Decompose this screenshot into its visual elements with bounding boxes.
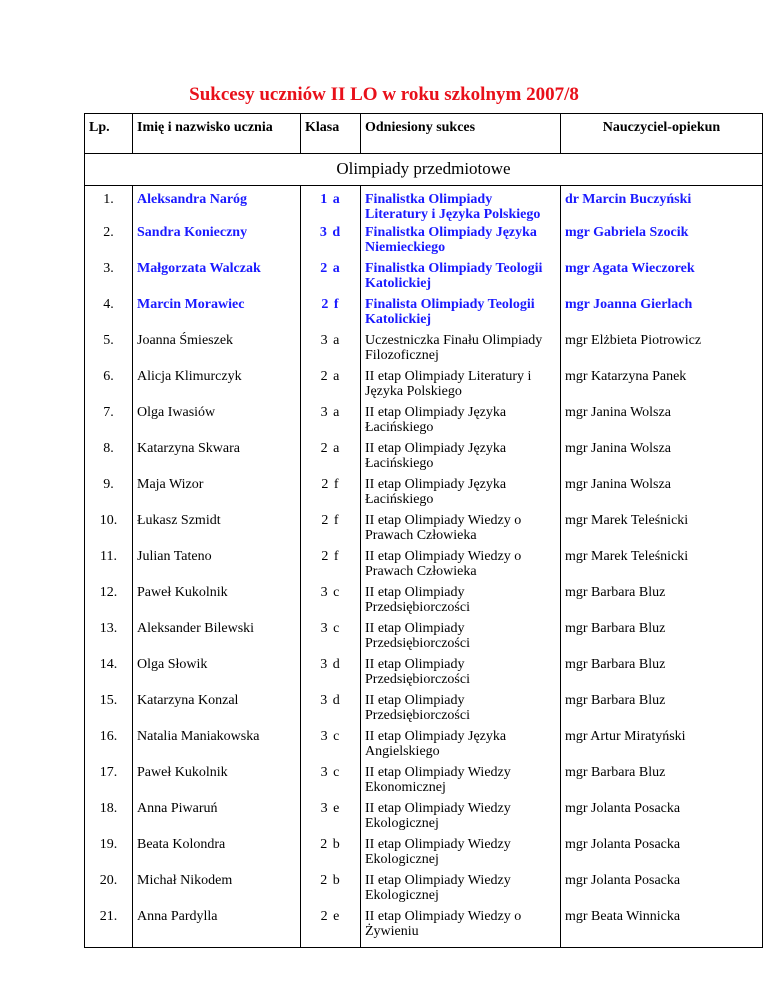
cell-name: Paweł Kukolnik bbox=[133, 762, 301, 798]
cell-sukces: II etap Olimpiady Języka Angielskiego bbox=[361, 726, 561, 762]
cell-nauczyciel: mgr Jolanta Posacka bbox=[561, 870, 763, 906]
cell-lp: 5. bbox=[85, 330, 133, 366]
header-klasa: Klasa bbox=[301, 114, 361, 154]
cell-name: Anna Piwaruń bbox=[133, 798, 301, 834]
cell-sukces: II etap Olimpiady Wiedzy Ekologicznej bbox=[361, 870, 561, 906]
cell-klasa: 3 d bbox=[301, 222, 361, 258]
cell-klasa: 3 c bbox=[301, 726, 361, 762]
cell-nauczyciel: mgr Joanna Gierlach bbox=[561, 294, 763, 330]
cell-name: Michał Nikodem bbox=[133, 870, 301, 906]
cell-sukces: II etap Olimpiady Języka Łacińskiego bbox=[361, 474, 561, 510]
table-row bbox=[85, 582, 763, 618]
cell-nauczyciel: mgr Jolanta Posacka bbox=[561, 798, 763, 834]
cell-name: Łukasz Szmidt bbox=[133, 510, 301, 546]
table-row bbox=[85, 762, 763, 798]
cell-nauczyciel: mgr Janina Wolsza bbox=[561, 474, 763, 510]
cell-nauczyciel: mgr Katarzyna Panek bbox=[561, 366, 763, 402]
table-row bbox=[85, 546, 763, 582]
cell-nauczyciel: mgr Janina Wolsza bbox=[561, 438, 763, 474]
table-row bbox=[85, 438, 763, 474]
cell-nauczyciel: mgr Beata Winnicka bbox=[561, 906, 763, 948]
section-title: Olimpiady przedmiotowe bbox=[85, 154, 763, 186]
cell-klasa: 2 f bbox=[301, 510, 361, 546]
cell-nauczyciel: mgr Barbara Bluz bbox=[561, 618, 763, 654]
cell-name: Katarzyna Skwara bbox=[133, 438, 301, 474]
cell-nauczyciel: mgr Elżbieta Piotrowicz bbox=[561, 330, 763, 366]
cell-nauczyciel: mgr Gabriela Szocik bbox=[561, 222, 763, 258]
table-row bbox=[85, 510, 763, 546]
cell-sukces: II etap Olimpiady Języka Łacińskiego bbox=[361, 402, 561, 438]
cell-sukces: II etap Olimpiady Literatury i Języka Polskiego bbox=[361, 366, 561, 402]
cell-name: Marcin Morawiec bbox=[133, 294, 301, 330]
cell-lp: 1. bbox=[85, 186, 133, 223]
cell-klasa: 2 f bbox=[301, 294, 361, 330]
cell-klasa: 3 d bbox=[301, 654, 361, 690]
header-lp: Lp. bbox=[85, 114, 133, 154]
cell-sukces: II etap Olimpiady Przedsiębiorczości bbox=[361, 582, 561, 618]
cell-sukces: II etap Olimpiady Wiedzy o Prawach Człowieka bbox=[361, 546, 561, 582]
cell-nauczyciel: mgr Agata Wieczorek bbox=[561, 258, 763, 294]
cell-sukces: Finalistka Olimpiady Języka Niemieckiego bbox=[361, 222, 561, 258]
cell-nauczyciel: mgr Jolanta Posacka bbox=[561, 834, 763, 870]
cell-nauczyciel: mgr Barbara Bluz bbox=[561, 690, 763, 726]
cell-name: Małgorzata Walczak bbox=[133, 258, 301, 294]
cell-sukces: II etap Olimpiady Wiedzy o Żywieniu bbox=[361, 906, 561, 948]
cell-name: Sandra Konieczny bbox=[133, 222, 301, 258]
table-row bbox=[85, 186, 763, 223]
table-body bbox=[85, 186, 763, 948]
cell-lp: 9. bbox=[85, 474, 133, 510]
cell-lp: 21. bbox=[85, 906, 133, 948]
cell-lp: 10. bbox=[85, 510, 133, 546]
cell-klasa: 2 a bbox=[301, 366, 361, 402]
header-nauczyciel: Nauczyciel-opiekun bbox=[561, 114, 763, 154]
table-row bbox=[85, 834, 763, 870]
cell-lp: 13. bbox=[85, 618, 133, 654]
cell-nauczyciel: mgr Barbara Bluz bbox=[561, 582, 763, 618]
cell-lp: 2. bbox=[85, 222, 133, 258]
cell-lp: 4. bbox=[85, 294, 133, 330]
cell-lp: 12. bbox=[85, 582, 133, 618]
cell-sukces: II etap Olimpiady Przedsiębiorczości bbox=[361, 654, 561, 690]
cell-sukces: II etap Olimpiady Wiedzy Ekologicznej bbox=[361, 798, 561, 834]
table-row bbox=[85, 798, 763, 834]
cell-lp: 20. bbox=[85, 870, 133, 906]
cell-klasa: 3 a bbox=[301, 330, 361, 366]
cell-nauczyciel: mgr Artur Miratyński bbox=[561, 726, 763, 762]
cell-lp: 3. bbox=[85, 258, 133, 294]
cell-klasa: 2 f bbox=[301, 474, 361, 510]
cell-klasa: 3 c bbox=[301, 582, 361, 618]
cell-lp: 11. bbox=[85, 546, 133, 582]
cell-name: Aleksandra Naróg bbox=[133, 186, 301, 223]
cell-lp: 18. bbox=[85, 798, 133, 834]
cell-lp: 17. bbox=[85, 762, 133, 798]
table-row bbox=[85, 906, 763, 948]
cell-klasa: 2 e bbox=[301, 906, 361, 948]
cell-lp: 16. bbox=[85, 726, 133, 762]
cell-klasa: 2 f bbox=[301, 546, 361, 582]
cell-klasa: 2 a bbox=[301, 258, 361, 294]
cell-sukces: II etap Olimpiady Wiedzy Ekonomicznej bbox=[361, 762, 561, 798]
cell-sukces: II etap Olimpiady Wiedzy Ekologicznej bbox=[361, 834, 561, 870]
cell-lp: 19. bbox=[85, 834, 133, 870]
cell-klasa: 1 a bbox=[301, 186, 361, 223]
cell-name: Beata Kolondra bbox=[133, 834, 301, 870]
table-row bbox=[85, 258, 763, 294]
cell-nauczyciel: mgr Marek Teleśnicki bbox=[561, 546, 763, 582]
cell-lp: 8. bbox=[85, 438, 133, 474]
table-row bbox=[85, 402, 763, 438]
cell-klasa: 2 b bbox=[301, 870, 361, 906]
table-row bbox=[85, 870, 763, 906]
cell-sukces: II etap Olimpiady Przedsiębiorczości bbox=[361, 618, 561, 654]
table-row bbox=[85, 222, 763, 258]
table-row bbox=[85, 474, 763, 510]
cell-name: Julian Tateno bbox=[133, 546, 301, 582]
cell-lp: 6. bbox=[85, 366, 133, 402]
cell-nauczyciel: mgr Janina Wolsza bbox=[561, 402, 763, 438]
table-row bbox=[85, 618, 763, 654]
cell-name: Olga Iwasiów bbox=[133, 402, 301, 438]
cell-klasa: 2 a bbox=[301, 438, 361, 474]
cell-klasa: 3 d bbox=[301, 690, 361, 726]
cell-sukces: Finalista Olimpiady Teologii Katolickiej bbox=[361, 294, 561, 330]
cell-sukces: Finalistka Olimpiady Literatury i Języka Polskiego bbox=[361, 186, 561, 223]
cell-name: Joanna Śmieszek bbox=[133, 330, 301, 366]
cell-klasa: 2 b bbox=[301, 834, 361, 870]
cell-name: Olga Słowik bbox=[133, 654, 301, 690]
cell-klasa: 3 a bbox=[301, 402, 361, 438]
section-row bbox=[85, 154, 763, 186]
cell-sukces: II etap Olimpiady Języka Łacińskiego bbox=[361, 438, 561, 474]
cell-name: Maja Wizor bbox=[133, 474, 301, 510]
cell-lp: 15. bbox=[85, 690, 133, 726]
cell-lp: 7. bbox=[85, 402, 133, 438]
cell-sukces: II etap Olimpiady Wiedzy o Prawach Człowieka bbox=[361, 510, 561, 546]
cell-klasa: 3 e bbox=[301, 798, 361, 834]
table-row bbox=[85, 366, 763, 402]
cell-name: Anna Pardylla bbox=[133, 906, 301, 948]
cell-nauczyciel: dr Marcin Buczyński bbox=[561, 186, 763, 223]
header-name: Imię i nazwisko ucznia bbox=[133, 114, 301, 154]
cell-sukces: Finalistka Olimpiady Teologii Katolickiej bbox=[361, 258, 561, 294]
page-title: Sukcesy uczniów II LO w roku szkolnym 2007/8 bbox=[189, 84, 579, 105]
table-header-row bbox=[85, 114, 763, 154]
cell-name: Katarzyna Konzal bbox=[133, 690, 301, 726]
cell-klasa: 3 c bbox=[301, 762, 361, 798]
table-row bbox=[85, 654, 763, 690]
cell-nauczyciel: mgr Marek Teleśnicki bbox=[561, 510, 763, 546]
cell-name: Paweł Kukolnik bbox=[133, 582, 301, 618]
cell-name: Alicja Klimurczyk bbox=[133, 366, 301, 402]
table-row bbox=[85, 726, 763, 762]
cell-nauczyciel: mgr Barbara Bluz bbox=[561, 654, 763, 690]
cell-name: Natalia Maniakowska bbox=[133, 726, 301, 762]
cell-sukces: II etap Olimpiady Przedsiębiorczości bbox=[361, 690, 561, 726]
cell-lp: 14. bbox=[85, 654, 133, 690]
table-row bbox=[85, 330, 763, 366]
cell-klasa: 3 c bbox=[301, 618, 361, 654]
table-row bbox=[85, 690, 763, 726]
cell-nauczyciel: mgr Barbara Bluz bbox=[561, 762, 763, 798]
cell-name: Aleksander Bilewski bbox=[133, 618, 301, 654]
cell-sukces: Uczestniczka Finału Olimpiady Filozoficznej bbox=[361, 330, 561, 366]
table-row bbox=[85, 294, 763, 330]
header-sukces: Odniesiony sukces bbox=[361, 114, 561, 154]
results-table bbox=[84, 113, 763, 948]
